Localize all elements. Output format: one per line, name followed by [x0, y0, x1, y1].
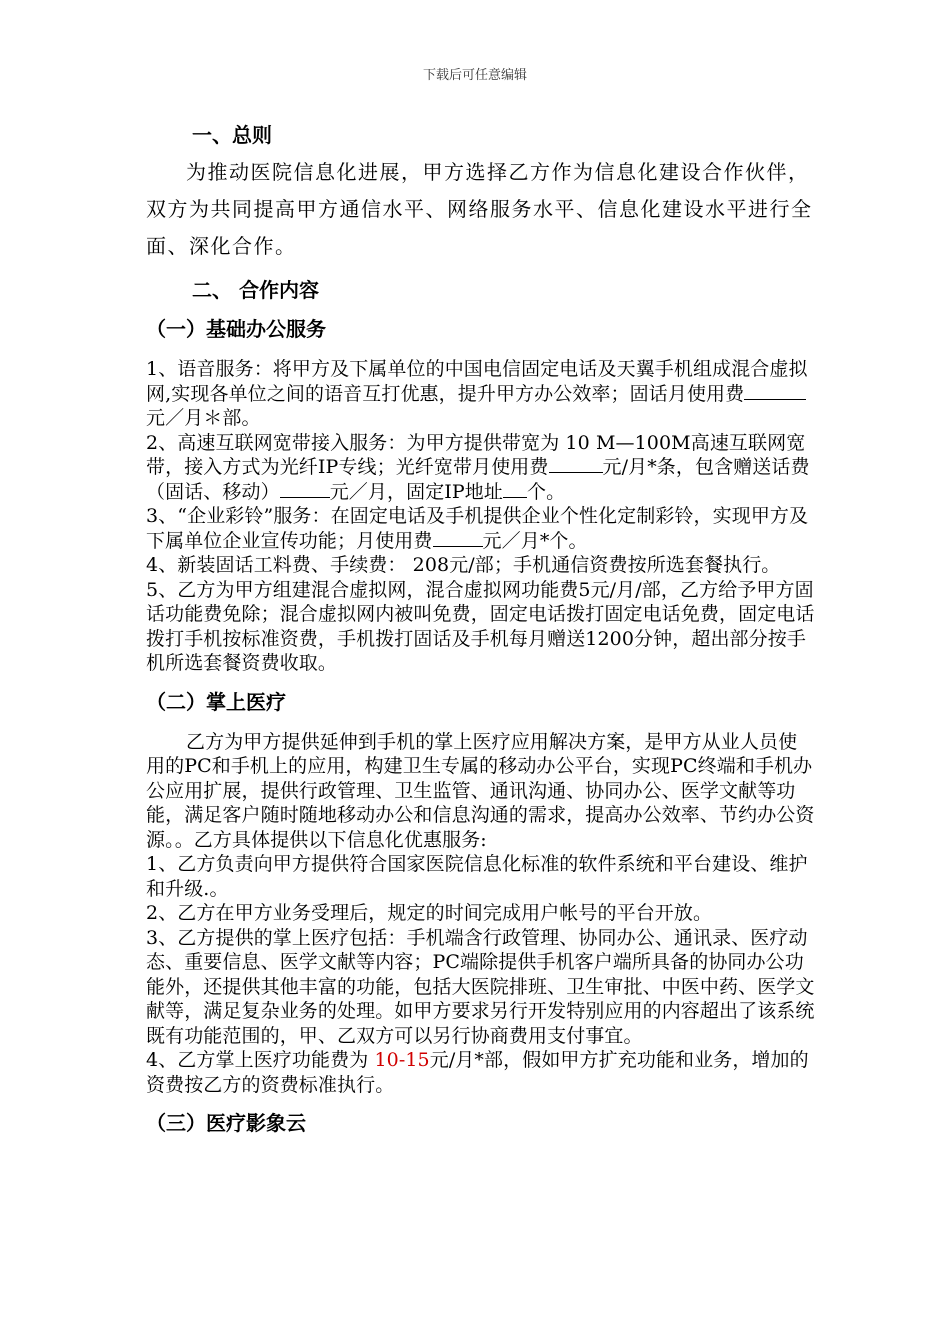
- office-item-4: 4、新装固话工料费、手续费： 208元/部；手机通信资费按所选套餐执行。: [146, 554, 781, 576]
- office-item-2: 2、高速互联网宽带接入服务：为甲方提供带宽为 10 M—100M高速互联网宽带，接入方式为光纤IP专线；光纤宽带月使用费 元/月*条，包含赠送话费（固话、移动） 元／月，固定IP地址 个。: [146, 431, 810, 503]
- mobile-medical-item-3: 3、乙方提供的掌上医疗包括：手机端含行政管理、协同办公、通讯录、医疗动态、重要信息、医学文献等内容；PC端除提供手机客户端所具备的协同办公功能外，还提供其他丰富的功能，包括大医院排班、卫生审批、中医中药、医学文献等，满足复杂业务的处理。如甲方要求另行开发特别应用的内容超出了该系统既有功能范围的，甲、乙双方可以另行协商费用支付事宜。: [146, 926, 815, 1047]
- fill-blank: [433, 530, 483, 547]
- mobile-medical-intro: 乙方为甲方提供延伸到手机的掌上医疗应用解决方案，是甲方从业人员使用的PC和手机上的应用，构建卫生专属的移动办公平台，实现PC终端和手机办公应用扩展，提供行政管理、卫生监管、通讯沟通、协同办公、医学文献等功能，满足客户随时随地移动办公和信息沟通的需求，提高办公效率、节约办公资源。。乙方具体提供以下信息化优惠服务:: [146, 730, 815, 851]
- subsection-heading-imaging-cloud: （三）医疗影象云: [146, 1111, 306, 1135]
- general-paragraph: 为推动医院信息化进展，甲方选择乙方作为信息化建设合作伙伴，双方为共同提高甲方通信水平、网络服务水平、信息化建设水平进行全面、深化合作。: [146, 160, 813, 258]
- office-item-1: 1、语音服务：将甲方及下属单位的中国电信固定电话及天翼手机组成混合虚拟网,实现各单位之间的语音互打优惠，提升甲方办公效率；固话月使用费元／月＊部。: [146, 358, 808, 429]
- fill-blank: [503, 481, 527, 498]
- mobile-medical-item-4: 4、乙方掌上医疗功能费为 10-15元/月*部，假如甲方扩充功能和业务，增加的资费按乙方的资费标准执行。: [146, 1049, 809, 1096]
- document-body: [146, 118, 816, 1143]
- section-heading-general: 一、总则: [192, 123, 272, 147]
- fill-blank: [549, 456, 603, 473]
- office-item-3: 3、“企业彩铃”服务：在固定电话及手机提供企业个性化定制彩铃，实现甲方及下属单位企业宣传功能；月使用费 元／月*个。: [146, 505, 809, 552]
- subsection-heading-mobile-medical: （二）掌上医疗: [146, 689, 286, 714]
- fee-highlight: 10-15: [374, 1049, 430, 1071]
- subsection-heading-office: （一）基础办公服务: [146, 317, 326, 341]
- mobile-medical-item-1: 1、乙方负责向甲方提供符合国家医院信息化标准的软件系统和平台建设、维护和升级.。: [146, 853, 808, 900]
- mobile-medical-item-2: 2、乙方在甲方业务受理后，规定的时间完成用户帐号的平台开放。: [146, 902, 713, 924]
- office-item-5: 5、乙方为甲方组建混合虚拟网，混合虚拟网功能费5元/月/部，乙方给予甲方固话功能费免除；混合虚拟网内被叫免费，固定电话拨打固定电话免费，固定电话拨打手机按标准资费，手机拨打固话及手机每月赠送1200分钟，超出部分按手机所选套餐资费收取。: [146, 578, 815, 674]
- section-heading-cooperation: 二、 合作内容: [192, 278, 319, 302]
- fill-blank: [744, 383, 806, 400]
- fill-blank: [280, 481, 330, 498]
- header-note: 下载后可任意编辑: [422, 68, 527, 83]
